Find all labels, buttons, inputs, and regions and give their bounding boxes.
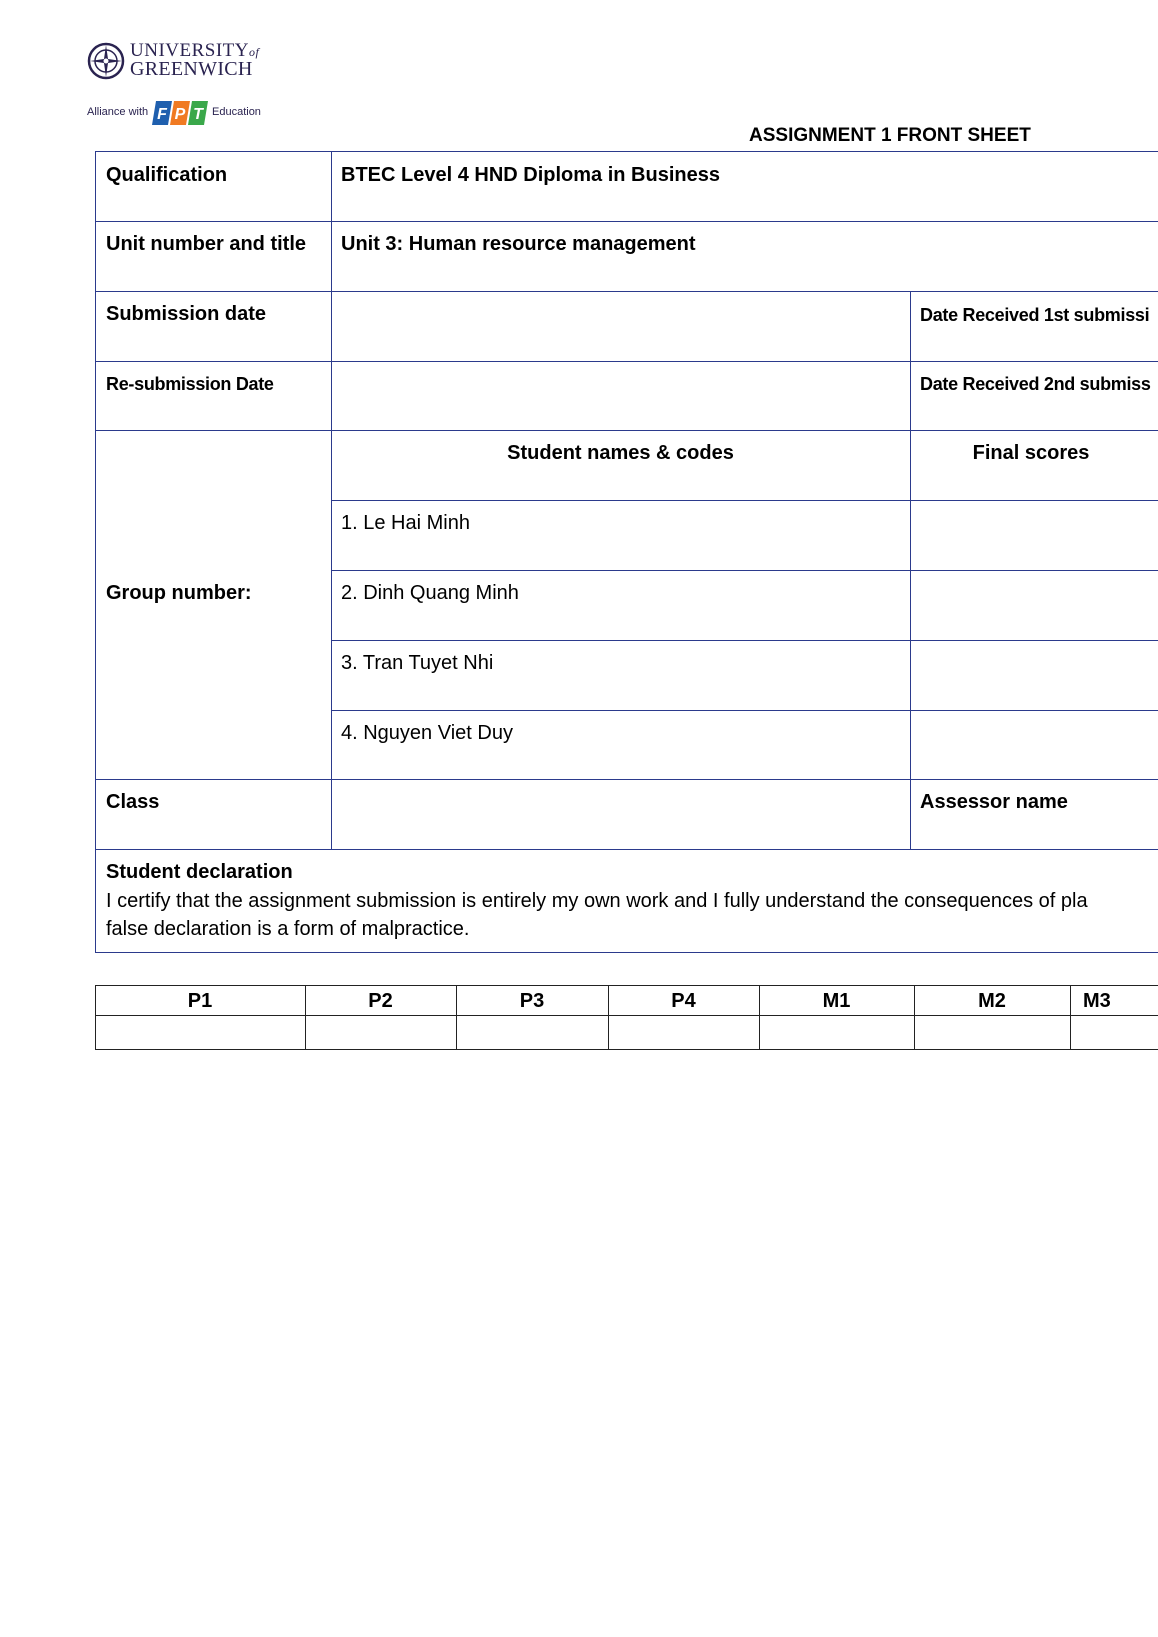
declaration-title: Student declaration [106, 861, 293, 883]
qualification-label: Qualification [106, 164, 228, 186]
date-received-1st-label: Date Received 1st submissi [920, 305, 1150, 325]
student-row: 2. Dinh Quang Minh [341, 582, 519, 604]
fpt-letter-f: F [157, 106, 167, 123]
grade-header-m2: M2 [978, 990, 1006, 1012]
fpt-logo-icon [152, 99, 208, 127]
qualification-value: BTEC Level 4 HND Diploma in Business [341, 164, 720, 186]
fpt-letter-p: P [174, 106, 186, 123]
unit-label: Unit number and title [106, 233, 306, 255]
submission-date-label: Submission date [106, 303, 267, 325]
resubmission-date-label: Re-submission Date [106, 374, 274, 394]
class-label: Class [106, 791, 160, 813]
group-number-label: Group number: [106, 582, 252, 604]
alliance-text: Alliance with [87, 106, 149, 118]
date-received-2nd-label: Date Received 2nd submiss [920, 374, 1151, 394]
fpt-letter-t: T [193, 106, 203, 123]
grade-header-m1: M1 [822, 990, 851, 1012]
grade-header-p1: P1 [187, 990, 213, 1012]
university-name-line2: GREENWICH [130, 58, 253, 80]
assessor-label: Assessor name [920, 791, 1068, 813]
education-text: Education [212, 106, 261, 118]
grade-header-p2: P2 [368, 990, 393, 1012]
student-row: 3. Tran Tuyet Nhi [341, 652, 494, 674]
grade-header-m3: M3 [1083, 990, 1111, 1012]
unit-value: Unit 3: Human resource management [341, 233, 696, 255]
page-title: ASSIGNMENT 1 FRONT SHEET [749, 125, 1031, 146]
university-emblem-icon [86, 41, 126, 81]
university-name-line1: UNIVERSITYof [130, 40, 260, 61]
grade-header-p4: P4 [671, 990, 696, 1012]
student-row: 1. Le Hai Minh [341, 512, 470, 534]
declaration-line1: I certify that the assignment submission is entirely my own work and I fully understand the consequences of pla [106, 890, 1088, 912]
student-row: 4. Nguyen Viet Duy [341, 722, 513, 744]
students-header: Student names & codes [507, 442, 734, 464]
university-of: of [249, 45, 260, 59]
declaration-line2: false declaration is a form of malpractice. [106, 918, 470, 940]
grade-header-p3: P3 [519, 990, 545, 1012]
scores-header: Final scores [972, 442, 1090, 464]
